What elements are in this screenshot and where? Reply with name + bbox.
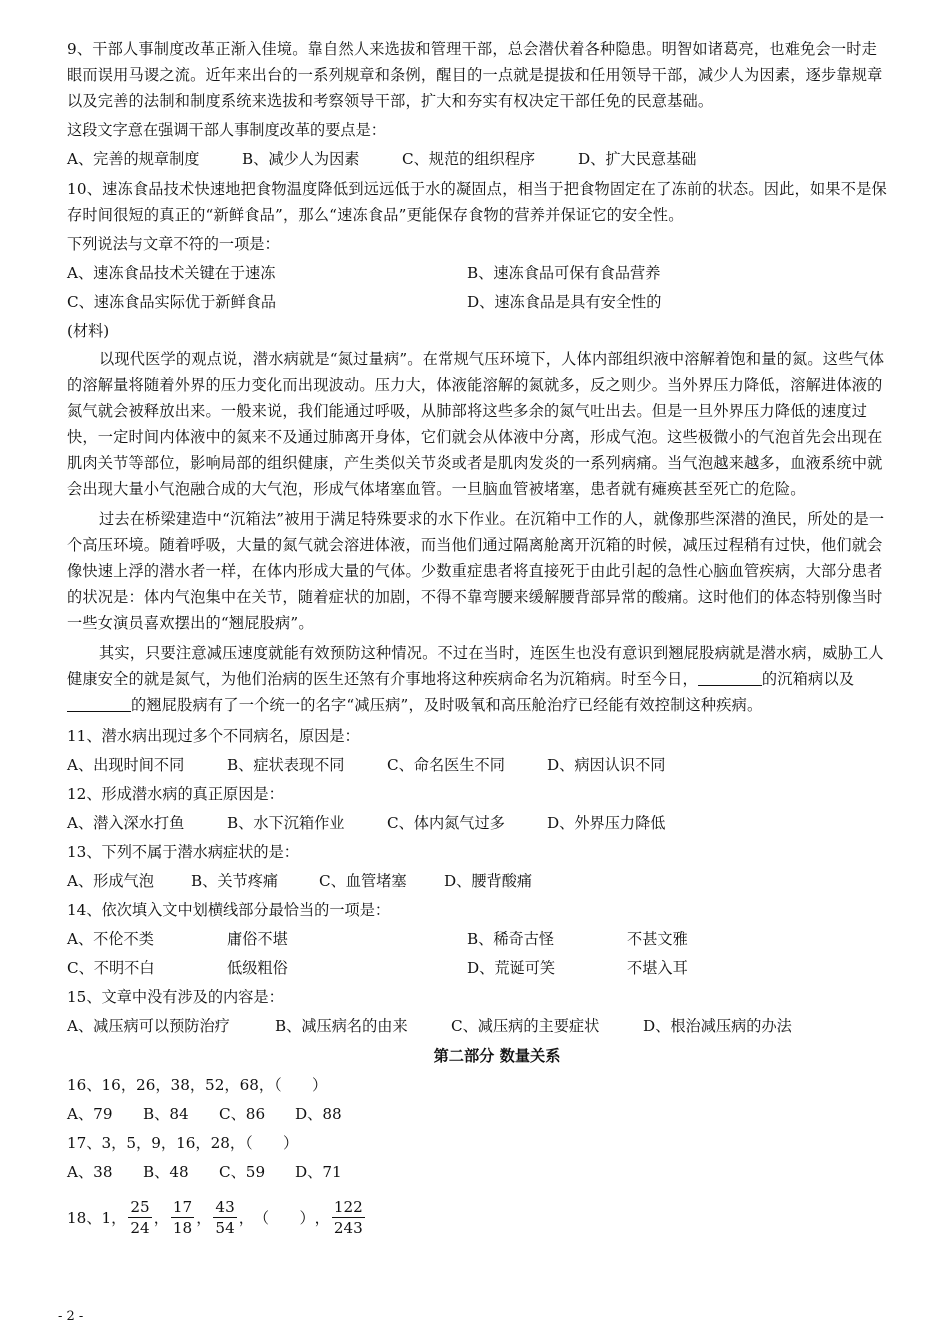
q14-question: 14、依次填入文中划横线部分最恰当的一项是：	[67, 901, 391, 919]
q17-option-a[interactable]: A、38	[67, 1163, 113, 1181]
q18-separator: ，	[238, 1208, 254, 1227]
q10-options-row2	[67, 288, 887, 317]
q9-question: 这段文字意在强调干部人事制度改革的要点是：	[67, 121, 386, 139]
q14-option-c-second: 低级粗俗	[227, 959, 288, 977]
q16-option-c[interactable]: C、86	[219, 1105, 266, 1123]
q10-option-a[interactable]: A、速冻食品技术关键在于速冻	[67, 264, 276, 282]
q13-option-a[interactable]: A、形成气泡	[67, 872, 154, 890]
q11-option-a[interactable]: A、出现时间不同	[67, 756, 185, 774]
q12-option-c[interactable]: C、体内氮气过多	[387, 814, 505, 832]
q13-options	[67, 867, 887, 896]
q17-option-d[interactable]: D、71	[295, 1163, 342, 1181]
q10-option-c[interactable]: C、速冻食品实际优于新鲜食品	[67, 293, 277, 311]
fill-blank-1	[698, 669, 762, 686]
fraction-denominator: 54	[215, 1218, 235, 1237]
q18-separator: ，	[196, 1208, 212, 1227]
q9-option-b[interactable]: B、减少人为因素	[242, 150, 360, 168]
q13-option-b[interactable]: B、关节疼痛	[191, 872, 279, 890]
material-paragraph-3	[67, 640, 887, 718]
q12-options	[67, 809, 887, 838]
q10-stem: 10、速冻食品技术快速地把食物温度降低到远远低于水的凝固点，相当于把食物固定在了冻前的状态。因此，如果不是保存时间很短的真正的“新鲜食品”，那么“速冻食品”更能保存食物的营养并保证它的安全性。	[67, 180, 887, 224]
q9-options	[67, 145, 887, 174]
material-p3-part1: 其实，只要注意减压速度就能有效预防这种情况。不过在当时，连医生也没有意识到翘屁股病就是潜水病，威胁工人健康安全的就是氮气，为他们治病的医生还煞有介事地将这种疾病命名为沉箱病。时至今日，	[67, 644, 884, 688]
q14-option-d-second: 不堪入耳	[627, 959, 688, 977]
q15-option-c[interactable]: C、减压病的主要症状	[451, 1017, 600, 1035]
q16-option-b[interactable]: B、84	[143, 1105, 189, 1123]
exam-page	[67, 36, 887, 1247]
q16-option-d[interactable]: D、88	[295, 1105, 342, 1123]
q14-options-row1	[67, 925, 887, 954]
q12-option-a[interactable]: A、潜入深水打鱼	[67, 814, 185, 832]
q13-option-d[interactable]: D、腰背酸痛	[444, 872, 533, 890]
q16-option-a[interactable]: A、79	[67, 1105, 113, 1123]
q17-options	[67, 1158, 887, 1187]
material-paragraph-2: 过去在桥梁建造中“沉箱法”被用于满足特殊要求的水下作业。在沉箱中工作的人，就像那些深潜的渔民，所处的是一个高压环境。随着呼吸，大量的氮气就会溶进体液，而当他们通过隔离舱离开沉箱的时候，减压过程稍有过快，他们就会像快速上浮的潜水者一样，在体内形成大量的气体。少数重症患者将直接死于由此引起的急性心脑血管疾病，大部分患者的状况是：体内气泡集中在关节，随着症状的加剧，不得不靠弯腰来缓解腰背部异常的酸痛。这时他们的体态特别像当时一些女演员喜欢摆出的“翘屁股病”。	[67, 510, 885, 632]
q15-option-b[interactable]: B、减压病名的由来	[275, 1017, 408, 1035]
q15-option-d[interactable]: D、根治减压病的办法	[643, 1017, 792, 1035]
q14-option-a-second: 庸俗不堪	[227, 930, 288, 948]
q18-separator: ，	[153, 1208, 169, 1227]
page-number: - 2 -	[58, 1309, 84, 1324]
q18-fraction-last	[332, 1197, 365, 1238]
q16-question: 16、16，26，38，52，68，（ ）	[67, 1076, 328, 1094]
fraction-numerator: 17	[172, 1197, 193, 1216]
q9-option-c[interactable]: C、规范的组织程序	[402, 150, 536, 168]
q11-question: 11、潜水病出现过多个不同病名，原因是：	[67, 727, 360, 745]
q14-options-row2	[67, 954, 887, 983]
fraction-denominator: 243	[333, 1218, 363, 1237]
q18-fraction-2	[171, 1197, 194, 1238]
q11-option-b[interactable]: B、症状表现不同	[227, 756, 345, 774]
q18-sequence	[67, 1187, 887, 1247]
fraction-numerator: 122	[333, 1197, 363, 1216]
q18-fraction-1	[128, 1197, 151, 1238]
q14-option-a[interactable]: A、不伦不类	[67, 930, 154, 948]
q17-option-b[interactable]: B、48	[143, 1163, 189, 1181]
fraction-denominator: 18	[172, 1218, 193, 1237]
q13-option-c[interactable]: C、血管堵塞	[319, 872, 407, 890]
q9-option-a[interactable]: A、完善的规章制度	[67, 150, 200, 168]
material-paragraph-1: 以现代医学的观点说，潜水病就是“氮过量病”。在常规气压环境下，人体内部组织液中溶解着饱和量的氮。这些气体的溶解量将随着外界的压力变化而出现波动。压力大，体液能溶解的氮就多，反之则少。当外界压力降低，溶解进体液的氮气就会被释放出来。一般来说，我们能通过呼吸，从肺部将这些多余的氮气吐出去。但是一旦外界压力降低的速度过快，一定时间内体液中的氮来不及通过肺离开身体，它们就会从体液中分离，形成气泡。这些极微小的气泡首先会出现在肌肉关节等部位，影响局部的组织健康，产生类似关节炎或者是肌肉发炎的一系列病痛。当气泡越来越多，血液系统中就会出现大量小气泡融合成的大气泡，形成气体堵塞血管。一旦脑血管被堵塞，患者就有瘫痪甚至死亡的危险。	[67, 350, 885, 498]
q11-options	[67, 751, 887, 780]
material-p3-part2: 的沉箱病以及	[761, 670, 855, 688]
q14-option-d[interactable]: D、荒诞可笑	[467, 959, 556, 977]
fraction-denominator: 24	[130, 1218, 150, 1237]
fill-blank-2	[67, 695, 131, 712]
q14-option-b[interactable]: B、稀奇古怪	[467, 930, 555, 948]
q15-question: 15、文章中没有涉及的内容是：	[67, 988, 284, 1006]
q11-option-c[interactable]: C、命名医生不同	[387, 756, 505, 774]
material-label: (材料)	[67, 322, 110, 340]
q17-question: 17、3，5，9，16，28，（ ）	[67, 1134, 299, 1152]
q10-options-row1	[67, 259, 887, 288]
q14-option-c[interactable]: C、不明不白	[67, 959, 155, 977]
q18-prefix: 18、1，	[67, 1208, 127, 1227]
q15-options	[67, 1012, 887, 1041]
q17-option-c[interactable]: C、59	[219, 1163, 266, 1181]
fraction-numerator: 43	[215, 1197, 235, 1216]
q12-option-d[interactable]: D、外界压力降低	[547, 814, 666, 832]
q9-option-d[interactable]: D、扩大民意基础	[578, 150, 697, 168]
q18-blank[interactable]: （ ）	[253, 1208, 315, 1227]
section-title: 第二部分 数量关系	[433, 1047, 561, 1065]
q12-question: 12、形成潜水病的真正原因是：	[67, 785, 284, 803]
q14-option-b-second: 不甚文雅	[627, 930, 688, 948]
q10-option-b[interactable]: B、速冻食品可保有食品营养	[467, 264, 661, 282]
q18-fraction-3	[213, 1197, 236, 1238]
q10-question: 下列说法与文章不符的一项是：	[67, 235, 280, 253]
q9-stem: 9、干部人事制度改革正渐入佳境。靠自然人来选拔和管理干部，总会潜伏着各种隐患。明智如诸葛亮，也难免会一时走眼而误用马谡之流。近年来出台的一系列规章和条例，醒目的一点就是提拔和任用领导干部，减少人为因素，逐步靠规章以及完善的法制和制度系统来选拔和考察领导干部，扩大和夯实有权决定干部任免的民意基础。	[67, 40, 883, 110]
q10-option-d[interactable]: D、速冻食品是具有安全性的	[467, 293, 662, 311]
q16-options	[67, 1100, 887, 1129]
q18-separator: ，	[314, 1208, 330, 1227]
q12-option-b[interactable]: B、水下沉箱作业	[227, 814, 345, 832]
q11-option-d[interactable]: D、病因认识不同	[547, 756, 666, 774]
q15-option-a[interactable]: A、减压病可以预防治疗	[67, 1017, 230, 1035]
fraction-numerator: 25	[130, 1197, 150, 1216]
q13-question: 13、下列不属于潜水病症状的是：	[67, 843, 299, 861]
material-p3-part3: 的翘屁股病有了一个统一的名字“减压病”，及时吸氧和高压舱治疗已经能有效控制这种疾病。	[131, 696, 763, 714]
